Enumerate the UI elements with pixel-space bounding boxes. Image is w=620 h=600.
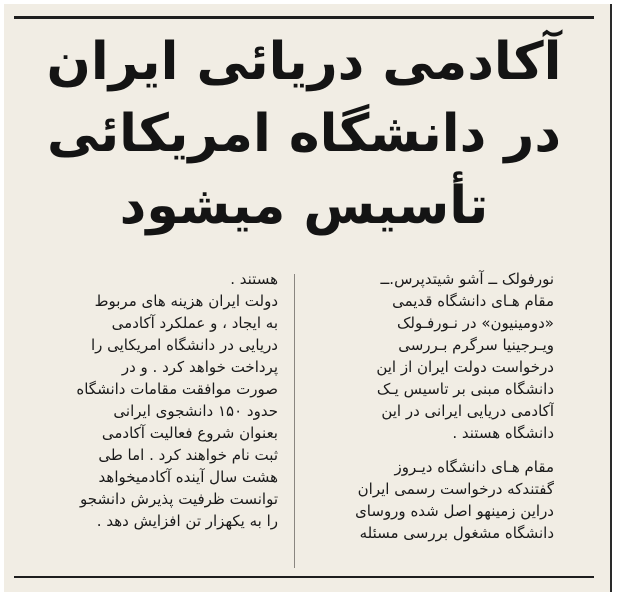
bottom-rule [14, 576, 594, 578]
text-line: نورفولک ــ آشو شیتدپرس.ــ [380, 270, 554, 288]
headline-line-2: در دانشگاه امریکائی [46, 104, 562, 164]
text-line: حدود ۱۵۰ دانشجوی ایرانی [113, 402, 278, 420]
text-line: پرداخت خواهد کرد . و در [121, 358, 278, 376]
text-line: مقام هـای دانشگاه دیـروز [394, 458, 554, 476]
paragraph-gap [322, 444, 554, 456]
top-rule [14, 16, 594, 19]
text-line: درخواست دولت ایران از این [376, 358, 554, 376]
text-line: به ایجاد ، و عملکرد آکادمی [111, 314, 278, 332]
text-line: را به یکهزار تن افزایش دهد . [96, 512, 278, 530]
text-line: ویـرجینیا سرگرم بـررسی [398, 336, 554, 354]
headline-line-1: آکادمی دریائی ایران [46, 32, 562, 92]
text-line: دانشگاه هستند . [452, 424, 554, 442]
headline [20, 26, 588, 242]
text-line: دانشگاه مشغول بررسی مسئله [359, 524, 554, 542]
text-line: هستند . [230, 270, 278, 288]
headline-line-3: تأسیس میشود [119, 176, 489, 236]
column-divider [294, 274, 295, 568]
text-line: بعنوان شروع فعالیت آکادمی [101, 424, 278, 442]
text-line: ثبت نام خواهند کرد . اما طی [98, 446, 278, 464]
text-line: صورت موافقت مقامات دانشگاه [76, 380, 278, 398]
text-line: آکادمی دریایی ایرانی در این [381, 402, 554, 420]
text-line: گفتندکه درخواست رسمی ایران [357, 480, 554, 498]
text-line: دولت ایران هزینه های مربوط [94, 292, 278, 310]
text-line: دریایی در دانشگاه امریکایی را [90, 336, 278, 354]
article-column-right [322, 268, 554, 544]
article-column-left [22, 268, 278, 532]
text-line: مقام هـای دانشگاه قدیمی [392, 292, 554, 310]
text-line: توانست ظرفیت پذیرش دانشجو [80, 490, 278, 508]
text-line: هشت سال آینده آکادمیخواهد [98, 468, 278, 486]
text-line: دانشگاه مبنی بر تاسیس یـک [376, 380, 554, 398]
text-line: دراین زمینهو اصل شده وروسای [355, 502, 554, 520]
text-line: «دومینیون» در نـورفـولک [397, 314, 554, 332]
